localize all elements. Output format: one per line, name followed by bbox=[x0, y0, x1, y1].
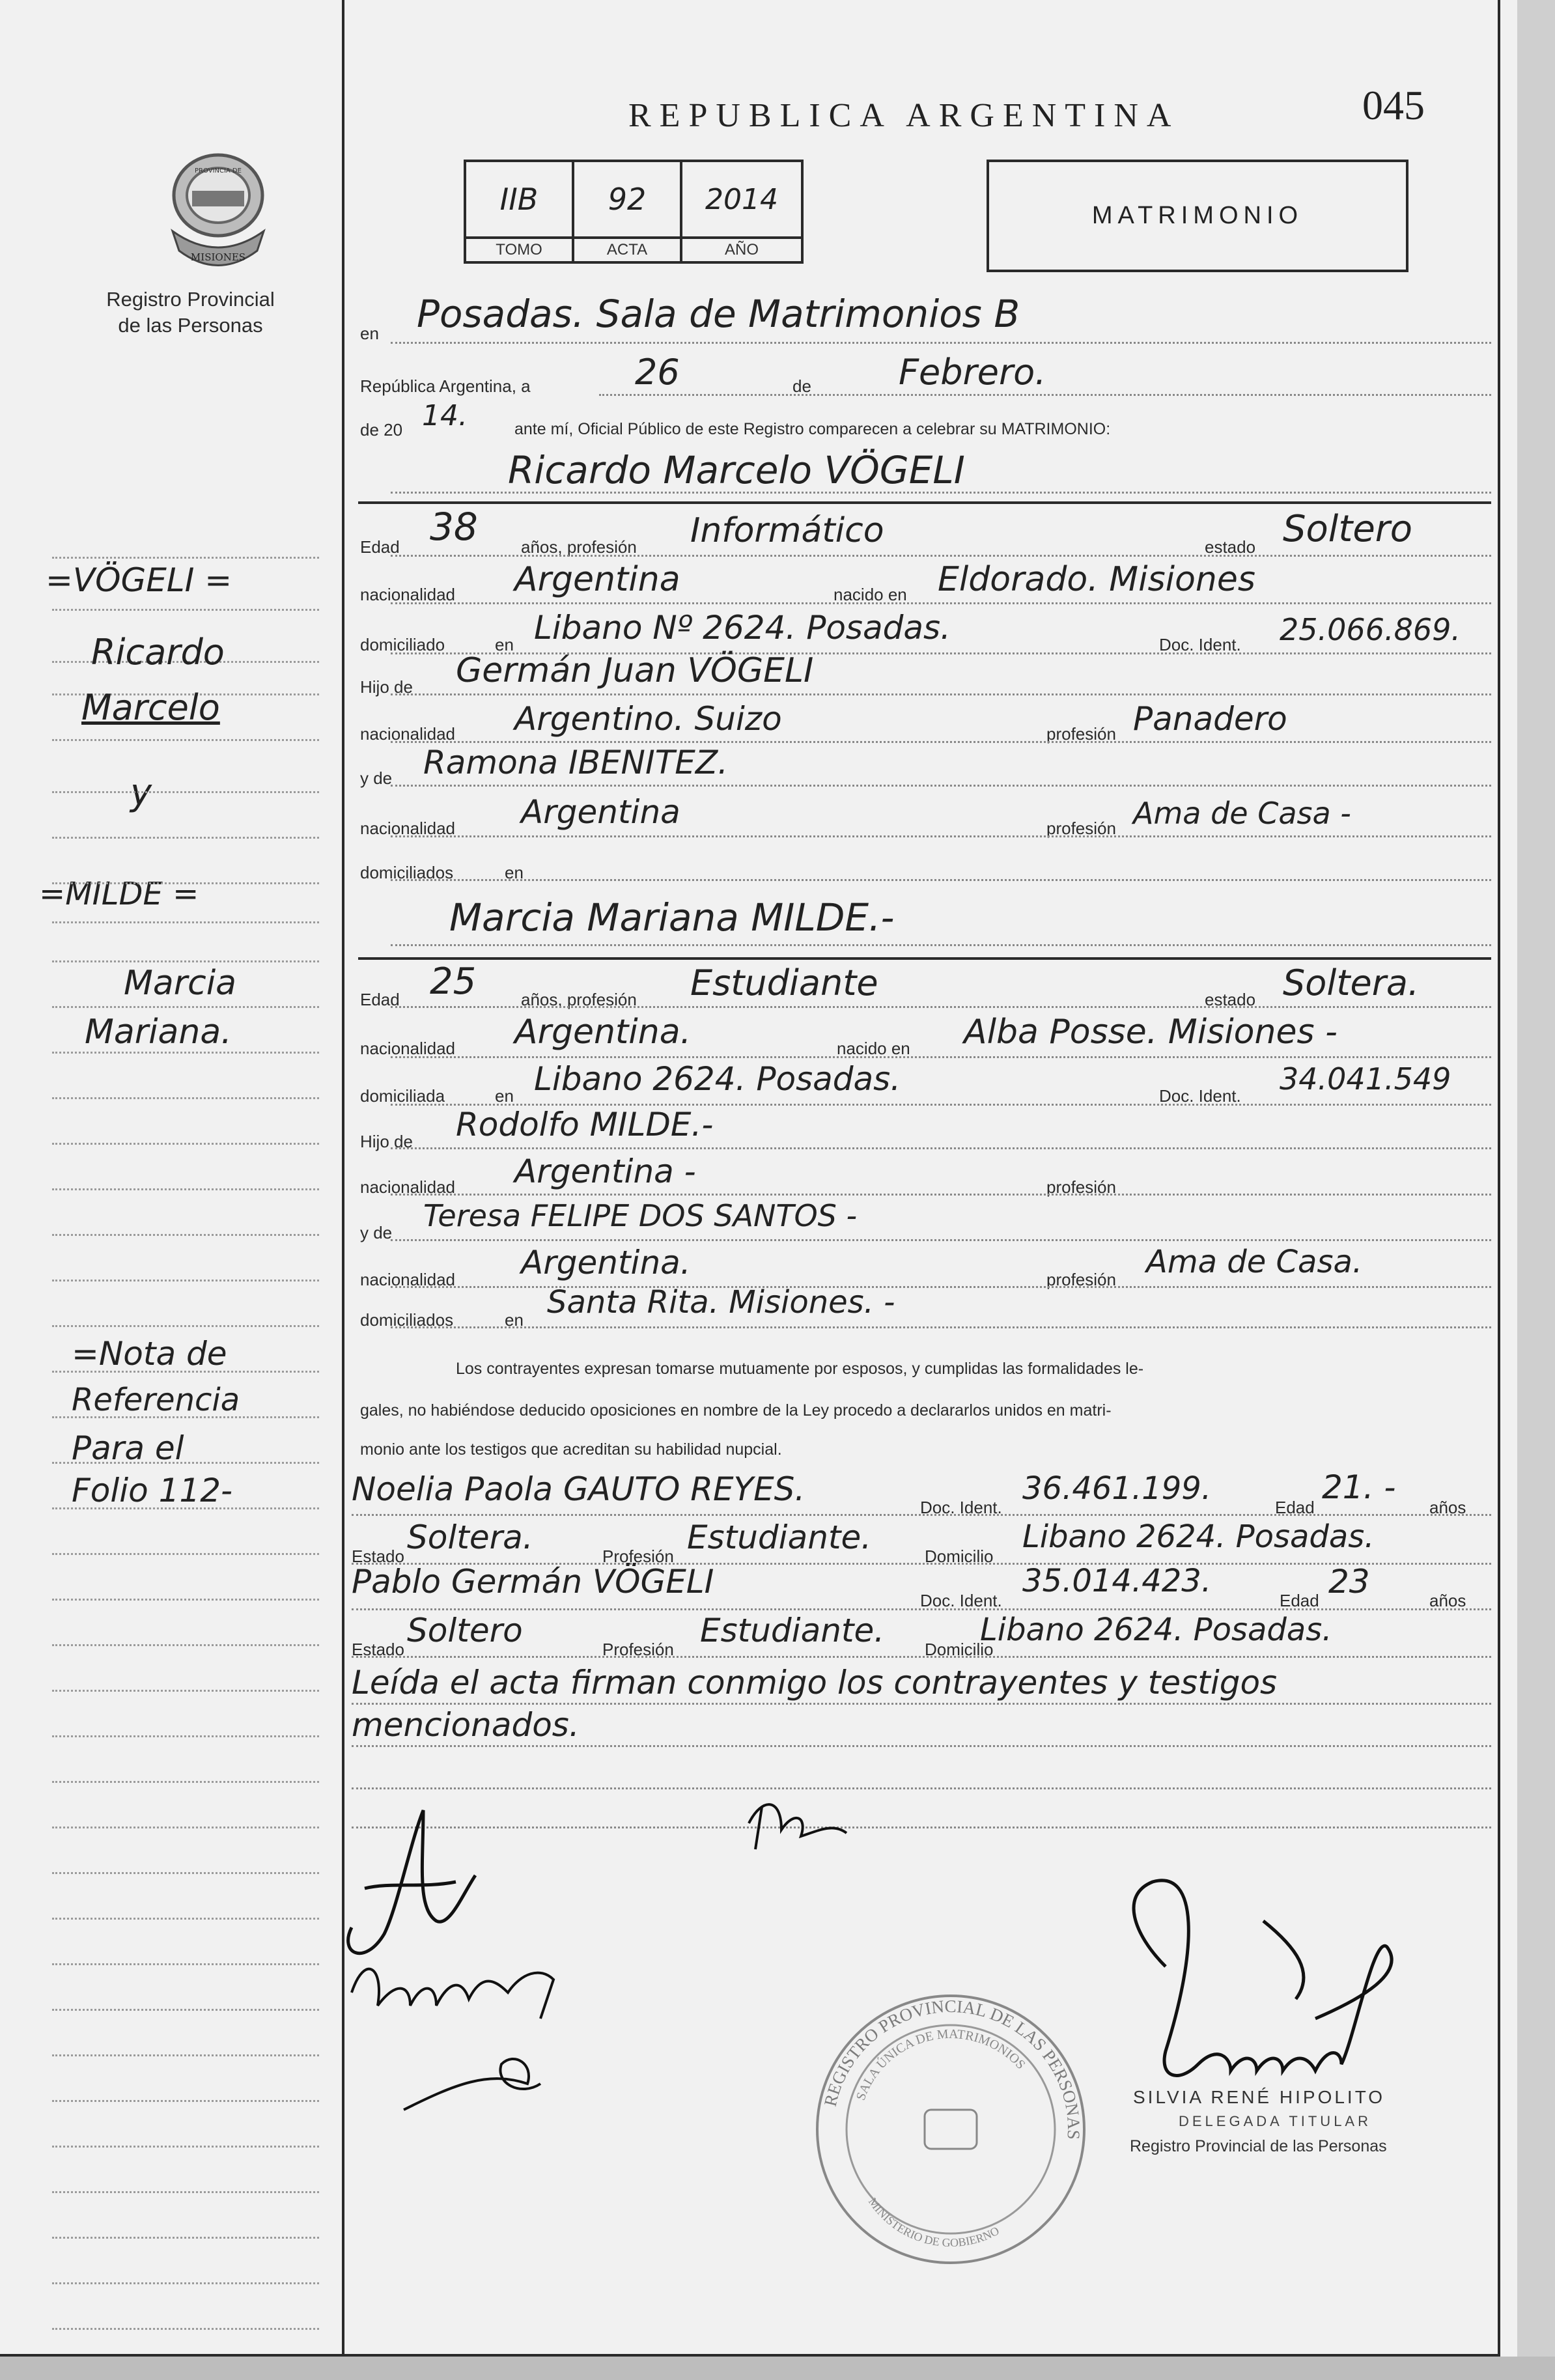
groom-profession: Informático bbox=[690, 511, 884, 550]
witness2-address: Libano 2624. Posadas. bbox=[980, 1612, 1332, 1648]
label: domiciliado bbox=[360, 635, 445, 654]
label: profesión bbox=[1046, 1177, 1116, 1197]
label: y de bbox=[360, 1223, 393, 1242]
margin-note-4: Folio 112- bbox=[72, 1472, 233, 1509]
groom-name: Ricardo Marcelo VÖGELI bbox=[508, 448, 965, 492]
acta-label: ACTA bbox=[573, 238, 681, 262]
line bbox=[391, 602, 1491, 604]
witness2-status: Soltero bbox=[407, 1612, 523, 1649]
anio-value: 2014 bbox=[705, 182, 778, 216]
signature-groom-icon bbox=[348, 1810, 475, 1953]
label: nacionalidad bbox=[360, 724, 456, 744]
en-label: en bbox=[360, 324, 379, 343]
line bbox=[391, 1147, 1491, 1149]
seal-inner-text: SALA ÚNICA DE MATRIMONIOS bbox=[853, 2026, 1028, 2103]
officer-office: Registro Provincial de las Personas bbox=[1130, 2137, 1387, 2155]
label: Doc. Ident. bbox=[1159, 1086, 1241, 1106]
line bbox=[52, 1735, 319, 1737]
margin-note-3: Para el bbox=[72, 1429, 184, 1467]
label: profesión bbox=[1046, 1270, 1116, 1289]
bride-age: 25 bbox=[430, 960, 477, 1003]
type-label: MATRIMONIO bbox=[1091, 202, 1304, 229]
line bbox=[391, 879, 1491, 881]
line bbox=[358, 501, 1491, 504]
line bbox=[52, 1280, 319, 1281]
label: años, profesión bbox=[521, 537, 637, 557]
margin-vogeli: =VÖGELI = bbox=[46, 561, 232, 599]
bride-profession: Estudiante bbox=[690, 962, 878, 1003]
line bbox=[52, 1963, 319, 1965]
label: Edad bbox=[1280, 1591, 1319, 1610]
label: nacido en bbox=[837, 1039, 910, 1058]
witness1-address: Libano 2624. Posadas. bbox=[1022, 1519, 1375, 1555]
bride-mother-nat: Argentina. bbox=[521, 1244, 691, 1281]
type-box bbox=[987, 160, 1408, 272]
label: nacionalidad bbox=[360, 1270, 456, 1289]
label: en bbox=[495, 635, 514, 654]
label: en bbox=[495, 1086, 514, 1106]
line bbox=[52, 2282, 319, 2284]
line bbox=[52, 1872, 319, 1874]
year-value: 14. bbox=[422, 399, 468, 432]
label: Domicilio bbox=[925, 1640, 994, 1659]
label: estado bbox=[1205, 990, 1256, 1009]
official-seal-icon bbox=[807, 1986, 1094, 2273]
line bbox=[52, 1052, 319, 1054]
day-value: 26 bbox=[635, 352, 680, 393]
folio-number: 045 bbox=[1362, 82, 1425, 128]
statement-line-2: gales, no habiéndose deducido oposiciones en nombre de la Ley procedo a declararlos unidos en matri- bbox=[360, 1401, 1112, 1420]
tomo-value: IIB bbox=[499, 182, 539, 217]
acta-value: 92 bbox=[608, 182, 647, 217]
line bbox=[391, 1006, 1491, 1008]
bride-parents-addr: Santa Rita. Misiones. - bbox=[547, 1284, 895, 1321]
seal-bottom-text: MINISTERIO DE GOBIERNO bbox=[865, 2195, 1002, 2250]
label: nacido en bbox=[834, 585, 907, 604]
groom-status: Soltero bbox=[1283, 508, 1413, 550]
label: Hijo de bbox=[360, 1132, 413, 1151]
line bbox=[391, 1056, 1491, 1058]
anio-label: AÑO bbox=[681, 238, 802, 262]
label: Doc. Ident. bbox=[920, 1591, 1002, 1610]
label: y de bbox=[360, 768, 393, 788]
witness1-age: 21. - bbox=[1322, 1468, 1396, 1506]
bride-father: Rodolfo MILDE.- bbox=[456, 1106, 714, 1143]
line bbox=[391, 835, 1491, 837]
line bbox=[52, 1918, 319, 1920]
statement-line-1: Los contrayentes expresan tomarse mutuamente por esposos, y cumplidas las formalidades le- bbox=[456, 1360, 1144, 1378]
misiones-emblem-icon bbox=[147, 147, 290, 283]
line bbox=[352, 1608, 1491, 1610]
line bbox=[52, 557, 319, 559]
signature-officer-icon bbox=[1068, 1869, 1433, 2155]
statement-line-3: monio ante los testigos que acreditan su habilidad nupcial. bbox=[360, 1440, 782, 1459]
line bbox=[52, 1781, 319, 1783]
ante-text: ante mí, Oficial Público de este Registro comparecen a celebrar su MATRIMONIO: bbox=[514, 420, 1111, 438]
margin-note-2: Referencia bbox=[72, 1382, 240, 1418]
registry-line-2: de las Personas bbox=[118, 314, 263, 337]
groom-mother: Ramona IBENITEZ. bbox=[423, 744, 728, 781]
label: en bbox=[505, 863, 524, 882]
de-label: de bbox=[792, 376, 811, 396]
groom-age: 38 bbox=[430, 505, 478, 549]
margin-milde: =MILDE = bbox=[39, 876, 199, 912]
closing-line-1: Leída el acta firman conmigo los contrayentes y testigos bbox=[352, 1664, 1278, 1701]
margin-note-1: =Nota de bbox=[72, 1335, 227, 1373]
line bbox=[52, 1690, 319, 1692]
label: profesión bbox=[1046, 724, 1116, 744]
label: años bbox=[1429, 1498, 1466, 1517]
line bbox=[391, 492, 1491, 494]
groom-birthplace: Eldorado. Misiones bbox=[938, 560, 1255, 599]
line bbox=[52, 1371, 319, 1373]
line bbox=[52, 1097, 319, 1099]
label: nacionalidad bbox=[360, 819, 456, 838]
line bbox=[52, 1416, 319, 1418]
line bbox=[52, 2191, 319, 2193]
groom-nationality: Argentina bbox=[514, 560, 680, 599]
groom-doc: 25.066.869. bbox=[1280, 612, 1461, 647]
line bbox=[52, 1553, 319, 1555]
witness2-profession: Estudiante. bbox=[700, 1612, 885, 1649]
label: Hijo de bbox=[360, 677, 413, 697]
label: nacionalidad bbox=[360, 1039, 456, 1058]
line bbox=[52, 1644, 319, 1646]
bride-address: Libano 2624. Posadas. bbox=[534, 1060, 901, 1098]
seal-outer-text: REGISTRO PROVINCIAL DE LAS PERSONAS bbox=[820, 1996, 1084, 2140]
closing-line-2: mencionados. bbox=[352, 1706, 580, 1744]
line bbox=[358, 957, 1491, 960]
witness1-doc: 36.461.199. bbox=[1022, 1470, 1212, 1507]
officer-name: SILVIA RENÉ HIPOLITO bbox=[1133, 2087, 1386, 2107]
line bbox=[52, 1325, 319, 1327]
label: Doc. Ident. bbox=[1159, 635, 1241, 654]
line bbox=[391, 1326, 1491, 1328]
line bbox=[52, 1234, 319, 1236]
label: años, profesión bbox=[521, 990, 637, 1009]
signature-witness2-icon bbox=[404, 2059, 540, 2110]
bride-name: Marcia Mariana MILDE.- bbox=[449, 895, 895, 940]
bride-nationality: Argentina. bbox=[514, 1013, 692, 1052]
republica-label: República Argentina, a bbox=[360, 376, 531, 396]
witness1-profession: Estudiante. bbox=[687, 1519, 872, 1556]
line bbox=[52, 1143, 319, 1145]
line bbox=[391, 693, 1491, 695]
label: domiciliados bbox=[360, 863, 454, 882]
margin-ricardo: Ricardo bbox=[91, 632, 225, 673]
line bbox=[52, 2054, 319, 2056]
label: Edad bbox=[360, 990, 400, 1009]
groom-mother-nat: Argentina bbox=[521, 793, 680, 831]
tomo-label: TOMO bbox=[465, 238, 573, 262]
label: estado bbox=[1205, 537, 1256, 557]
line bbox=[391, 555, 1491, 557]
line bbox=[52, 609, 319, 611]
groom-father: Germán Juan VÖGELI bbox=[456, 651, 814, 690]
line bbox=[352, 1703, 1491, 1705]
label: domiciliados bbox=[360, 1310, 454, 1330]
line bbox=[52, 1827, 319, 1828]
line bbox=[391, 944, 1491, 946]
margin-y: y bbox=[130, 772, 152, 814]
bride-mother: Teresa FELIPE DOS SANTOS - bbox=[423, 1198, 858, 1233]
month-value: Febrero. bbox=[899, 352, 1046, 393]
emblem-label: MISIONES bbox=[190, 251, 246, 263]
label: Edad bbox=[360, 537, 400, 557]
registry-line-1: Registro Provincial bbox=[106, 288, 275, 311]
label: Edad bbox=[1275, 1498, 1315, 1517]
line bbox=[52, 960, 319, 962]
bride-status: Soltera. bbox=[1283, 962, 1420, 1003]
label: nacionalidad bbox=[360, 585, 456, 604]
witness2-doc: 35.014.423. bbox=[1022, 1563, 1212, 1599]
line bbox=[52, 1006, 319, 1008]
label: Estado bbox=[352, 1640, 404, 1659]
line bbox=[52, 2100, 319, 2102]
label: Domicilio bbox=[925, 1547, 994, 1566]
label: en bbox=[505, 1310, 524, 1330]
country-title: REPUBLICA ARGENTINA bbox=[628, 97, 1180, 134]
line bbox=[52, 882, 319, 884]
line bbox=[391, 741, 1491, 743]
line bbox=[52, 2009, 319, 2011]
label: nacionalidad bbox=[360, 1177, 456, 1197]
signature-bride-icon bbox=[749, 1804, 847, 1849]
line bbox=[52, 1599, 319, 1601]
bride-father-nat: Argentina - bbox=[514, 1153, 696, 1190]
margin-mariana: Mariana. bbox=[85, 1013, 232, 1052]
line bbox=[352, 1514, 1491, 1516]
bride-mother-prof: Ama de Casa. bbox=[1146, 1244, 1363, 1280]
line bbox=[52, 1462, 319, 1464]
line bbox=[352, 1745, 1491, 1747]
line bbox=[352, 1656, 1491, 1658]
label: años bbox=[1429, 1591, 1466, 1610]
bride-birthplace: Alba Posse. Misiones - bbox=[964, 1013, 1338, 1052]
margin-marcelo: Marcelo bbox=[81, 687, 220, 728]
emblem-top-text: PROVINCIA DE bbox=[195, 167, 242, 175]
label: profesión bbox=[1046, 819, 1116, 838]
line bbox=[52, 1188, 319, 1190]
signature-witness1-icon bbox=[352, 1969, 553, 2019]
label: Estado bbox=[352, 1547, 404, 1566]
witness1-name: Noelia Paola GAUTO REYES. bbox=[352, 1470, 806, 1508]
officer-title: DELEGADA TITULAR bbox=[1179, 2113, 1371, 2129]
witness1-status: Soltera. bbox=[407, 1519, 533, 1556]
line bbox=[391, 342, 1491, 344]
label: domiciliada bbox=[360, 1086, 445, 1106]
groom-address: Libano Nº 2624. Posadas. bbox=[534, 609, 951, 647]
bride-doc: 34.041.549 bbox=[1280, 1061, 1451, 1097]
line bbox=[391, 785, 1491, 787]
label: Profesión bbox=[602, 1640, 674, 1659]
line bbox=[52, 2146, 319, 2148]
line bbox=[52, 921, 319, 923]
place-value: Posadas. Sala de Matrimonios B bbox=[417, 292, 1020, 336]
groom-mother-prof: Ama de Casa - bbox=[1133, 796, 1351, 831]
line bbox=[52, 2328, 319, 2330]
de20-label: de 20 bbox=[360, 420, 403, 440]
groom-father-nat: Argentino. Suizo bbox=[514, 700, 782, 738]
scan-bottom-shadow bbox=[0, 2357, 1555, 2380]
witness2-age: 23 bbox=[1328, 1563, 1370, 1601]
line bbox=[52, 837, 319, 839]
line bbox=[391, 1194, 1491, 1196]
line bbox=[52, 791, 319, 793]
line bbox=[52, 739, 319, 741]
label: Doc. Ident. bbox=[920, 1498, 1002, 1517]
line bbox=[599, 394, 1491, 396]
line bbox=[52, 1507, 319, 1509]
page-right-border bbox=[1498, 0, 1500, 2380]
margin-marcia: Marcia bbox=[124, 964, 237, 1003]
label: Profesión bbox=[602, 1547, 674, 1566]
groom-father-prof: Panadero bbox=[1133, 700, 1287, 738]
line bbox=[52, 2237, 319, 2239]
witness2-name: Pablo Germán VÖGELI bbox=[352, 1563, 714, 1601]
line bbox=[391, 1239, 1491, 1241]
record-table bbox=[464, 160, 804, 264]
